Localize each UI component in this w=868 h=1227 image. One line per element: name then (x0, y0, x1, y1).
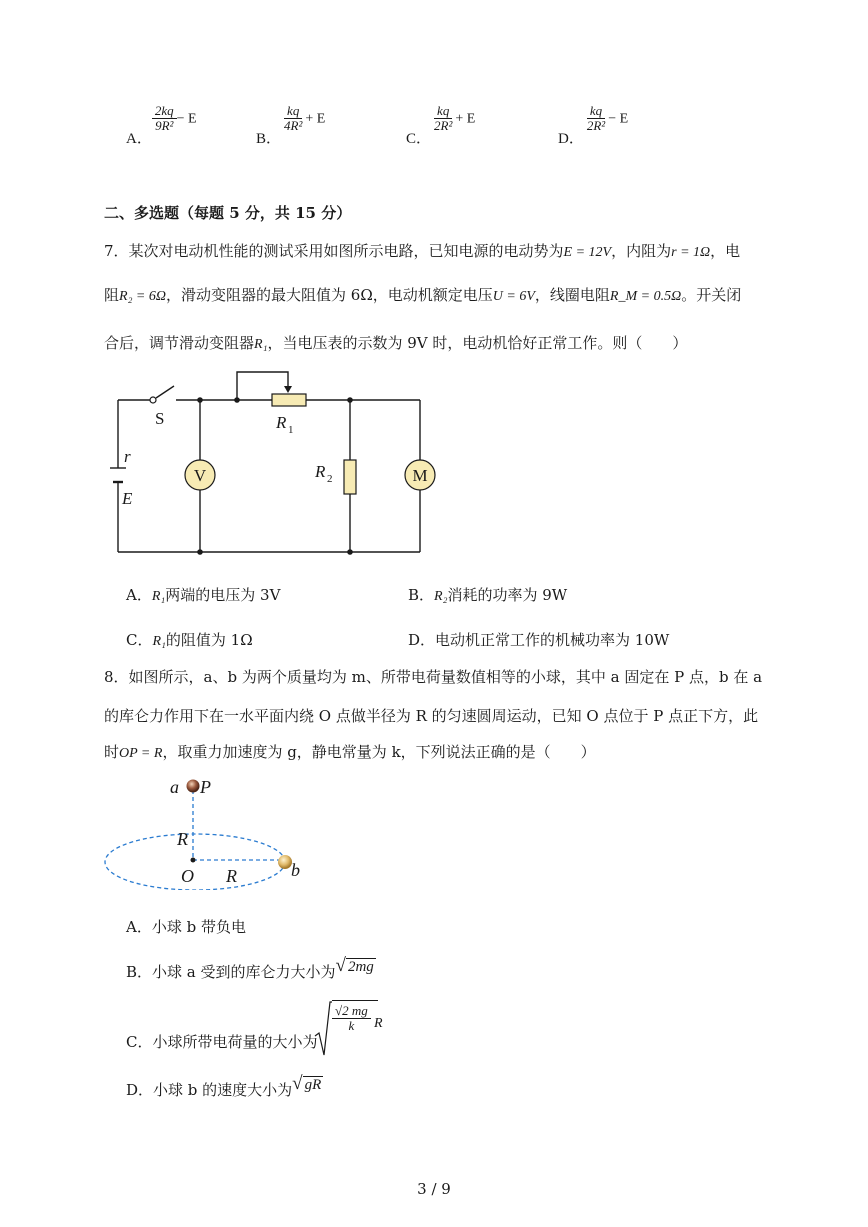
text: 7．某次对电动机性能的测试采用如图所示电路，已知电源的电动势为 (104, 242, 564, 260)
q8-line-1: 8．如图所示，a、b 为两个质量均为 m、所带电荷量数值相等的小球，其中 a 固定在 P 点，b 在 a (104, 668, 763, 686)
option-text: 两端的电压为 3V (165, 586, 281, 604)
numerator: kq (434, 104, 452, 119)
radical-sign-icon (314, 1000, 332, 1058)
junction-dot (347, 397, 353, 403)
fraction (431, 104, 455, 133)
radius-symbol: R (374, 1016, 383, 1031)
r1-label: R (276, 413, 287, 432)
option-label: C． (406, 130, 432, 147)
fraction (332, 1004, 371, 1033)
option-label: B． (256, 130, 282, 147)
junction-dot (197, 397, 203, 403)
numerator: √2 mg (332, 1004, 371, 1019)
radical-sign-icon: √ (292, 1073, 303, 1094)
sqrt-expression (335, 955, 376, 976)
center-point-o (191, 858, 196, 863)
option-text: D．小球 b 的速度大小为 (126, 1081, 293, 1099)
circuit-diagram (110, 362, 440, 562)
option-text: B．小球 a 受到的库仑力大小为 (126, 963, 336, 981)
symbol: R₂ (434, 589, 448, 604)
r1-resistor (272, 394, 306, 406)
junction-dot (234, 397, 240, 403)
ball-b (278, 855, 292, 869)
q6-option-d (558, 103, 629, 147)
text: ，取重力加速度为 g，静电常量为 k，下列说法正确的是（ ） (162, 743, 596, 761)
ball-a-label: a (170, 777, 179, 797)
text: ，滑动变阻器的最大阻值为 6Ω，电动机额定电压 (166, 286, 493, 304)
text: ，电 (710, 242, 741, 260)
ball-a (187, 780, 200, 793)
option-label: A． (126, 130, 152, 147)
denominator: 2R² (434, 118, 453, 133)
vertical-radius-label: R (177, 829, 188, 849)
option-label: A． (126, 586, 152, 604)
fraction (152, 104, 177, 133)
radicand: gR (304, 1077, 322, 1093)
r2-subscript: 2 (327, 473, 333, 485)
r1-subscript: 1 (288, 424, 294, 436)
sqrt-expression (292, 1073, 323, 1094)
q7-option-c (126, 630, 253, 652)
radical-sign-icon: √ (335, 955, 346, 976)
r2-value: R₂ = 6Ω (119, 289, 167, 304)
tail: + E (305, 111, 326, 127)
point-p-label: P (200, 777, 211, 797)
slider-arrow-icon (284, 386, 292, 393)
q7-option-b (408, 585, 567, 607)
tail: + E (455, 111, 476, 127)
radical-bar (332, 1000, 378, 1001)
text: ，内阻为 (611, 242, 672, 260)
option-label: C． (126, 631, 153, 649)
fraction (584, 104, 608, 133)
denominator: 9R² (155, 118, 174, 133)
tail: − E (176, 111, 197, 127)
page-number: 3 / 9 (417, 1180, 451, 1198)
option-text: 消耗的功率为 9W (447, 586, 568, 604)
option-text: C．小球所带电荷量的大小为 (126, 1033, 318, 1051)
q7-line-3 (104, 333, 687, 355)
op-equation: OP = R (119, 746, 163, 761)
denominator: 2R² (586, 118, 606, 133)
rated-voltage: U = 6V (492, 289, 535, 304)
denominator: k (348, 1018, 355, 1033)
q7-option-a (126, 585, 280, 607)
q6-option-a (126, 103, 197, 147)
point-o-label: O (181, 866, 194, 886)
r2-label: R (315, 462, 326, 481)
tail: − E (608, 111, 629, 127)
emf-label: E (122, 489, 133, 508)
orbit-path (105, 834, 285, 890)
option-label: D． (558, 130, 584, 147)
emf-value: E = 12V (563, 245, 612, 260)
section-heading: 二、多选题（每题 5 分，共 15 分） (104, 204, 352, 222)
text: 时 (104, 743, 120, 761)
q7-option-d (408, 630, 669, 650)
internal-resistance-label: r (124, 447, 131, 466)
option-text: 电动机正常工作的机械功率为 10W (435, 631, 670, 649)
text: 。开关闭 (681, 286, 742, 304)
q8-option-a: A．小球 b 带负电 (126, 918, 246, 936)
switch-contact (150, 397, 156, 403)
switch-label: S (155, 409, 165, 428)
radicand: 2mg (347, 959, 374, 975)
text: 阻 (104, 286, 120, 304)
r1-symbol: R₁ (254, 337, 268, 352)
numerator: kq (284, 104, 302, 119)
option-label: D． (408, 631, 436, 649)
option-text: 的阻值为 1Ω (165, 631, 253, 649)
ball-b-label: b (291, 860, 300, 880)
q8-option-d (126, 1073, 323, 1101)
q6-option-b (256, 103, 326, 147)
text: ，线圈电阻 (534, 286, 610, 304)
voltmeter-label: V (193, 466, 207, 485)
numerator: 2kq (152, 104, 177, 119)
q8-option-b (126, 955, 376, 983)
switch-blade (156, 386, 174, 398)
text: ，当电压表的示数为 9V 时，电动机恰好正常工作。则（ ） (267, 334, 688, 352)
fraction (281, 104, 305, 133)
q7-line-2 (104, 285, 741, 307)
coil-resistance: R_M = 0.5Ω (609, 289, 682, 304)
orbit-figure (100, 770, 320, 890)
motor-label: M (412, 466, 428, 485)
horizontal-radius-label: R (226, 866, 237, 886)
r2-resistor (344, 460, 356, 494)
junction-dot (347, 549, 353, 555)
q8-line-2: 的库仑力作用下在一水平面内绕 O 点做半径为 R 的匀速圆周运动，已知 O 点位于 P 点正下方，此 (104, 707, 759, 725)
numerator: kq (587, 104, 605, 119)
q6-option-c (406, 103, 476, 147)
option-label: B． (408, 586, 435, 604)
q8-line-3 (104, 742, 596, 764)
internal-resistance: r = 1Ω (671, 245, 711, 260)
symbol: R₁ (151, 589, 166, 604)
symbol: R₁ (152, 634, 166, 649)
junction-dot (197, 549, 203, 555)
denominator: 4R² (284, 118, 303, 133)
text: 合后，调节滑动变阻器 (104, 334, 255, 352)
q7-line-1 (104, 241, 740, 263)
